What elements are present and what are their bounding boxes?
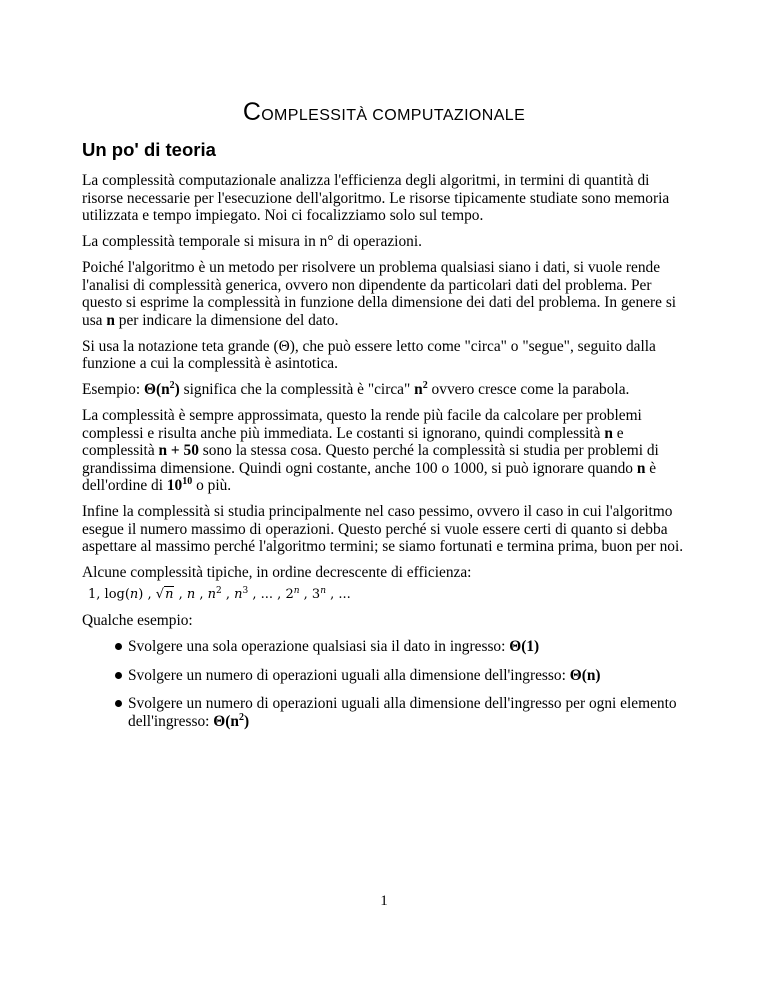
document-body (82, 172, 688, 741)
paragraph-worst-case: Infine la complessità si studia principalmente nel caso pessimo, ovvero il caso in cui l'algoritmo esegue il numero massimo di operazioni. Questo perché si vuole essere certi di quanto si debba aspettare al massimo perché l'algoritmo termini; se siamo fortunati e termina prima, buon per noi. (82, 503, 684, 555)
list-item: Svolgere un numero di operazioni uguali alla dimensione dell'ingresso per ogni elemento dell'ingresso: $\Theta(n^2)$ (82, 695, 688, 730)
paragraph-approximation: La complessità è sempre approssimata, questo la rende più facile da calcolare per problemi complessi e risulta anche più immediata. Le costanti si ignorano, quindi complessità n e complessità n + 50 sono la stessa cosa. Questo perché la complessità si studia per problemi di grandissima dimensione. Quindi ogni costante, anche 100 o 1000, si può ignorare quando n è dell'ordine di $10^{10}$ o più. (82, 407, 659, 494)
bullet-icon (115, 672, 122, 679)
title-rest: OMPLESSITÀ COMPUTAZIONALE (261, 107, 526, 124)
sqrt-symbol: √n (155, 587, 174, 602)
section-heading: Un po' di teoria (82, 139, 216, 160)
examples-list (82, 638, 688, 730)
paragraph-generic-analysis: Poiché l'algoritmo è un metodo per risolvere un problema qualsiasi siano i dati, si vuole rende l'analisi di complessità generica, ovvero non dipendente da particolari dati del problema. Per questo si esprime la complessità in funzione della dimensione dei dati del problema. In genere si usa n per indicare la dimensione del dato. (82, 259, 677, 329)
paragraph-examples-intro: Qualche esempio: (82, 612, 193, 629)
bullet-icon (115, 643, 122, 650)
title-initial: C (242, 98, 262, 126)
complexity-formula: 1, log(n) , √n , n , $n^2$ , $n^3$ , ... , 2$^n$ , 3$^n$ , ... (88, 586, 351, 602)
paragraph-intro: La complessità computazionale analizza l'efficienza degli algoritmi, in termini di quantità di risorse necessarie per l'esecuzione dell'algoritmo. Le risorse tipicamente studiate sono memoria utilizzata e tempo impiegato. Noi ci focalizziamo solo sul tempo. (82, 172, 670, 224)
list-item: Svolgere una sola operazione qualsiasi sia il dato in ingresso: Θ(1) (82, 638, 688, 656)
paragraph-theta-notation: Si usa la notazione teta grande (Θ), che può essere letto come "circa" o "segue", seguito dalla funzione a cui la complessità è asintotica. (82, 337, 656, 372)
paragraph-time-measure: La complessità temporale si misura in n° di operazioni. (82, 233, 422, 250)
page-number: 1 (380, 893, 388, 909)
bullet-icon (115, 700, 122, 707)
paragraph-typical-complexities: Alcune complessità tipiche, in ordine decrescente di efficienza: (82, 564, 472, 581)
page-title (0, 98, 768, 126)
list-item: Svolgere un numero di operazioni uguali alla dimensione dell'ingresso: Θ(n) (82, 667, 688, 685)
paragraph-example: Esempio: $\Theta(n^2)$ significa che la complessità è "circa" $n^2$ ovvero cresce come la parabola. (82, 380, 630, 398)
